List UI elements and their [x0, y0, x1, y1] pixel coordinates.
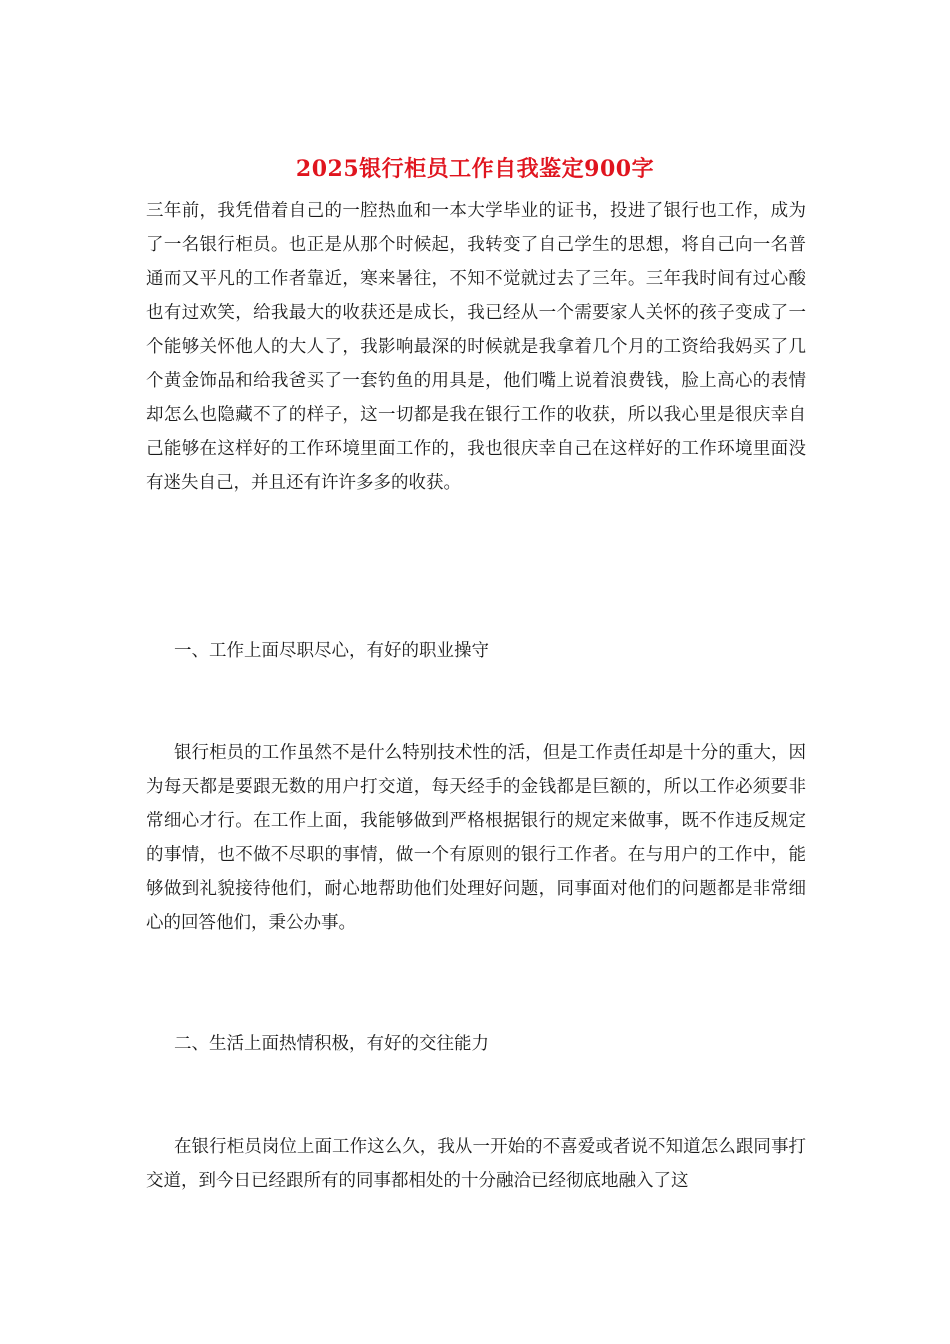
- section-1-heading: 一、工作上面尽职尽心，有好的职业操守: [174, 641, 489, 661]
- document-title: 2025银行柜员工作自我鉴定900字: [295, 156, 655, 182]
- section-2-paragraph: 在银行柜员岗位上面工作这么久，我从一开始的不喜爱或者说不知道怎么跟同事打交道，到今日已经跟所有的同事都相处的十分融洽已经彻底地融入了这: [146, 1137, 806, 1191]
- intro-paragraph: 三年前，我凭借着自己的一腔热血和一本大学毕业的证书，投进了银行也工作，成为了一名银行柜员。也正是从那个时候起，我转变了自己学生的思想，将自己向一名普通而又平凡的工作者靠近，寒来暑往，不知不觉就过去了三年。三年我时间有过心酸也有过欢笑，给我最大的收获还是成长，我已经从一个需要家人关怀的孩子变成了一个能够关怀他人的大人了，我影响最深的时候就是我拿着几个月的工资给我妈买了几个黄金饰品和给我爸买了一套钓鱼的用具是，他们嘴上说着浪费钱，脸上高心的表情却怎么也隐藏不了的样子，这一切都是我在银行工作的收获，所以我心里是很庆幸自己能够在这样好的工作环境里面工作的，我也很庆幸自己在这样好的工作环境里面没有迷失自己，并且还有许许多多的收获。: [146, 201, 806, 493]
- section-2-heading: 二、生活上面热情积极，有好的交往能力: [174, 1034, 489, 1054]
- section-1-paragraph: 银行柜员的工作虽然不是什么特别技术性的活，但是工作责任却是十分的重大，因为每天都是要跟无数的用户打交道，每天经手的金钱都是巨额的，所以工作必须要非常细心才行。在工作上面，我能够做到严格根据银行的规定来做事，既不作违反规定的事情，也不做不尽职的事情，做一个有原则的银行工作者。在与用户的工作中，能够做到礼貌接待他们，耐心地帮助他们处理好问题，同事面对他们的问题都是非常细心的回答他们，秉公办事。: [146, 743, 806, 933]
